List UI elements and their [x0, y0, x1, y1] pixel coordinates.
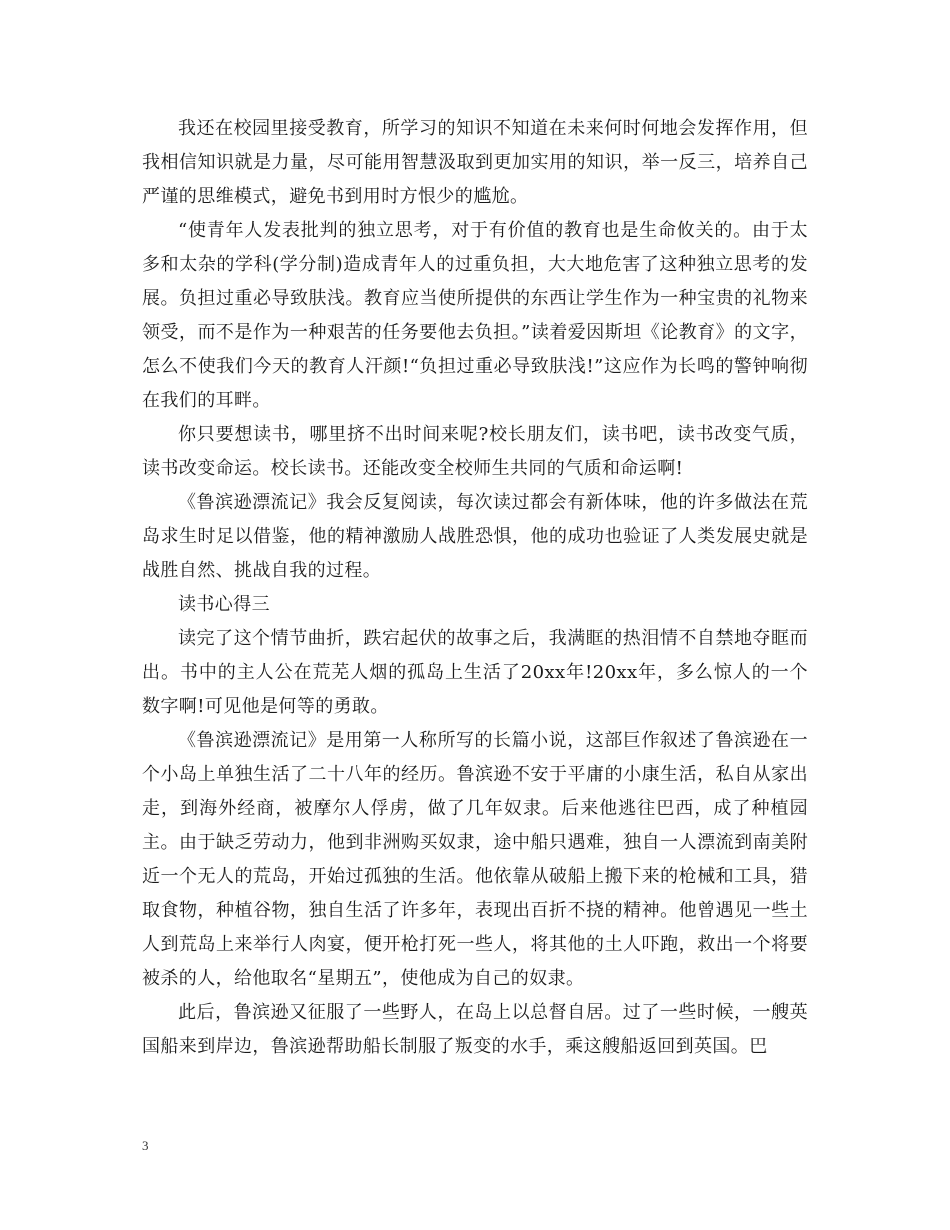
paragraph-robinson-rereading: 《鲁滨逊漂流记》我会反复阅读，每次读过都会有新体味，他的许多做法在荒岛求生时足以借鉴，他的精神激励人战胜恐惧，他的成功也验证了人类发展史就是战胜自然、挑战自我的过程。: [142, 492, 808, 581]
paragraph-principals-reading: 你只要想读书，哪里挤不出时间来呢?校长朋友们，读书吧，读书改变气质，读书改变命运。校长读书。还能改变全校师生共同的气质和命运啊!: [142, 424, 808, 479]
paragraph-afterwards: 此后，鲁滨逊又征服了一些野人，在岛上以总督自居。过了一些时候，一艘英国船来到岸边，鲁滨逊帮助船长制服了叛变的水手，乘这艘船返回到英国。巴: [142, 1002, 808, 1057]
paragraph-einstein-quote: “使青年人发表批判的独立思考，对于有价值的教育也是生命攸关的。由于太多和太杂的学科(学分制)造成青年人的过重负担，大大地危害了这种独立思考的发展。负担过重必导致肤浅。教育应当使所提供的东西让学生作为一种宝贵的礼物来领受，而不是作为一种艰苦的任务要他去负担。”读着爱因斯坦《论教育》的文字，怎么不使我们今天的教育人汗颜!“负担过重必导致肤浅!”这应作为长鸣的警钟响彻在我们的耳畔。: [142, 220, 808, 411]
document-body: [142, 112, 808, 1064]
paragraph-story-reaction: 读完了这个情节曲折，跌宕起伏的故事之后，我满眶的热泪情不自禁地夺眶而出。书中的主人公在荒芜人烟的孤岛上生活了20xx年!20xx年，多么惊人的一个数字啊!可见他是何等的勇敢。: [142, 628, 808, 717]
page-number: 3: [142, 1138, 149, 1153]
paragraph-novel-summary: 《鲁滨逊漂流记》是用第一人称所写的长篇小说，这部巨作叙述了鲁滨逊在一个小岛上单独生活了二十八年的经历。鲁滨逊不安于平庸的小康生活，私自从家出走，到海外经商，被摩尔人俘虏，做了几年奴隶。后来他逃往巴西，成了种植园主。由于缺乏劳动力，他到非洲购买奴隶，途中船只遇难，独自一人漂流到南美附近一个无人的荒岛，开始过孤独的生活。他依靠从破船上搬下来的枪械和工具，猎取食物，种植谷物，独自生活了许多年，表现出百折不挠的精神。他曾遇见一些土人到荒岛上来举行人肉宴，便开枪打死一些人，将其他的土人吓跑，救出一个将要被杀的人，给他取名“星期五”，使他成为自己的奴隶。: [142, 730, 808, 989]
paragraph-education-knowledge: 我还在校园里接受教育，所学习的知识不知道在未来何时何地会发挥作用，但我相信知识就是力量，尽可能用智慧汲取到更加实用的知识，举一反三，培养自己严谨的思维模式，避免书到用时方恨少的尴尬。: [142, 118, 808, 207]
section-heading-reading-notes-three: 读书心得三: [178, 594, 270, 615]
